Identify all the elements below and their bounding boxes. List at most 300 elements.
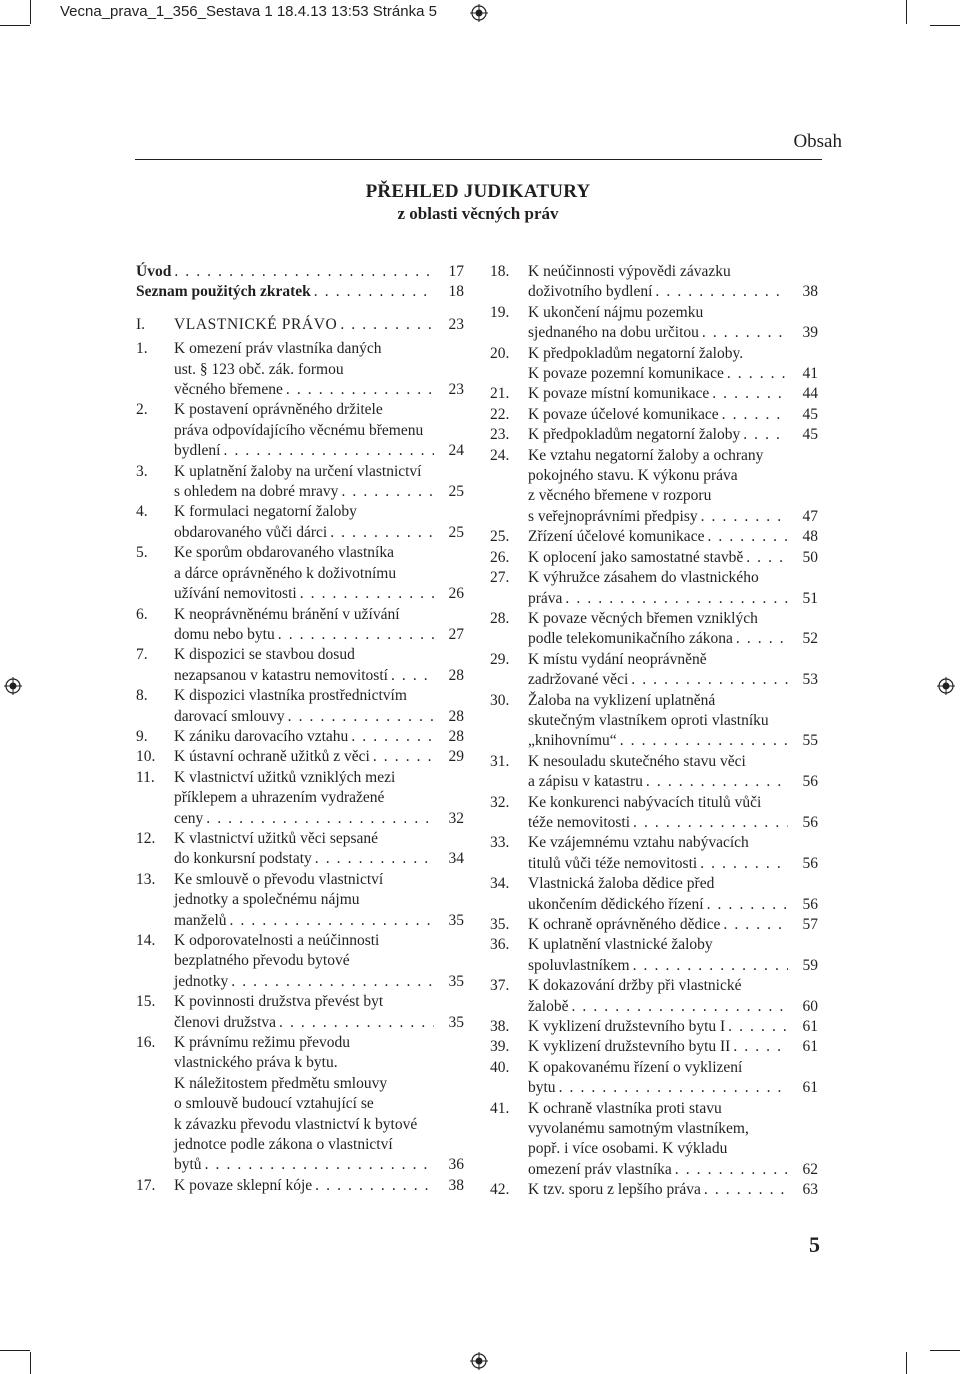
- toc-leader-dots: [221, 441, 435, 461]
- toc-entry-title-line: [528, 323, 818, 343]
- toc-entry: [490, 384, 818, 404]
- toc-entry-number: 39.: [490, 1038, 510, 1056]
- toc-entry-line: Ke konkurenci nabývacích titulů vůči: [528, 793, 762, 811]
- toc-leader-dots: [630, 956, 788, 976]
- toc-entry-title: užívání nemovitosti: [174, 585, 297, 603]
- toc-entry-number: 26.: [490, 548, 510, 566]
- toc-entry-line: jednotky a společnému nájmu: [174, 891, 360, 909]
- toc-page-number: 39: [802, 324, 818, 342]
- toc-entry-title-line: [174, 972, 464, 992]
- toc-entry-number: 40.: [490, 1058, 510, 1076]
- toc-entry-title: K vyklizení družstevního bytu II: [528, 1038, 731, 1056]
- toc-entry-number: 5.: [136, 544, 148, 562]
- toc-entry-number: 9.: [136, 727, 148, 745]
- toc-entry: [490, 548, 818, 568]
- toc-entry: [490, 833, 818, 874]
- toc-leader-dots: [297, 584, 434, 604]
- toc-leader-dots: [724, 364, 788, 384]
- toc-page-number: 28: [448, 707, 464, 725]
- toc-page-number: 59: [802, 956, 818, 974]
- toc-entry-title: K zániku darovacího vztahu: [174, 727, 349, 745]
- toc-entry-title: do konkursní podstaty: [174, 850, 312, 868]
- toc-entry-title-line: [174, 1013, 464, 1033]
- toc-entry-line: K právnímu režimu převodu: [174, 1034, 351, 1052]
- toc-entry: [490, 1099, 818, 1181]
- toc-entry-title-line: [528, 629, 818, 649]
- toc-entry-title: sjednaného na dobu určitou: [528, 324, 699, 342]
- toc-entry-title-line: [528, 915, 818, 935]
- toc-entry-line: popř. i více osobami. K výkladu: [528, 1140, 728, 1158]
- toc-entry-line: K dokazování držby při vlastnické: [528, 977, 742, 995]
- toc-page-number: 47: [802, 507, 818, 525]
- toc-leader-dots: [327, 523, 434, 543]
- toc-entry-number: 23.: [490, 426, 510, 444]
- toc-page-number: 41: [802, 365, 818, 383]
- toc-leader-dots: [704, 895, 788, 915]
- toc-leader-dots: [388, 666, 434, 686]
- toc-entry: [490, 1058, 818, 1099]
- toc-entry-title-line: [174, 315, 464, 335]
- toc-page-number: 28: [448, 727, 464, 745]
- toc-entry: [136, 870, 464, 931]
- toc-leader-dots: [202, 1155, 434, 1175]
- toc-entry: [490, 976, 818, 1017]
- toc-page-number: 36: [448, 1156, 464, 1174]
- toc-entry-title-line: [174, 666, 464, 686]
- toc-left-column: [136, 262, 464, 1196]
- toc-entry-number: 11.: [136, 768, 155, 786]
- toc-page-number: 56: [802, 854, 818, 872]
- crop-mark: [930, 1350, 960, 1351]
- toc-entry-title: doživotního bydlení: [528, 283, 653, 301]
- toc-entry-number: 10.: [136, 748, 156, 766]
- toc-entry: [490, 527, 818, 547]
- toc-entry-number: 12.: [136, 829, 156, 847]
- toc-entry: [136, 339, 464, 400]
- toc-entry-title-line: [136, 282, 464, 302]
- toc-entry: [136, 829, 464, 870]
- toc-entry: [136, 1176, 464, 1196]
- header-rule: [135, 159, 822, 160]
- toc-leader-dots: [228, 972, 434, 992]
- toc-leader-dots: [701, 1180, 788, 1200]
- toc-entry-title: zadržované věci: [528, 671, 629, 689]
- toc-entry-number: 38.: [490, 1018, 510, 1036]
- toc-entry-number: 27.: [490, 569, 510, 587]
- toc-entry-title: věcného břemene: [174, 381, 283, 399]
- toc-entry: [136, 315, 464, 335]
- toc-entry: [136, 727, 464, 747]
- toc-entry: [136, 282, 464, 302]
- toc-page-number: 35: [448, 1013, 464, 1031]
- toc-entry-line: Žaloba na vyklizení uplatněná: [528, 691, 716, 709]
- toc-entry-line: práva odpovídajícího věcnému břemenu: [174, 421, 424, 439]
- toc-entry-title-line: [528, 1078, 818, 1098]
- toc-page-number: 62: [802, 1160, 818, 1178]
- toc-entry: [136, 543, 464, 604]
- toc-leader-dots: [697, 854, 788, 874]
- toc-entry-title-line: [174, 1155, 464, 1175]
- toc-entry: [136, 747, 464, 767]
- toc-entry-number: I.: [136, 315, 146, 333]
- toc-entry-line: Ke sporům obdarovaného vlastníka: [174, 544, 394, 562]
- toc-entry-title-line: [528, 956, 818, 976]
- toc-leader-dots: [730, 1037, 788, 1057]
- toc-entry-number: 22.: [490, 405, 510, 423]
- toc-entry-line: K formulaci negatorní žaloby: [174, 503, 357, 521]
- toc-entry-title-line: [528, 282, 818, 302]
- toc-page-number: 61: [802, 1018, 818, 1036]
- toc-entry-number: 33.: [490, 834, 510, 852]
- crop-mark: [930, 25, 960, 26]
- toc-entry-number: 24.: [490, 446, 510, 464]
- toc-leader-dots: [337, 315, 434, 335]
- toc-entry-number: 19.: [490, 303, 510, 321]
- crop-mark: [30, 0, 31, 24]
- toc-entry-title: titulů vůči téže nemovitosti: [528, 854, 698, 872]
- toc-leader-dots: [652, 282, 788, 302]
- toc-entry-number: 21.: [490, 385, 510, 403]
- toc-entry-title-line: [174, 911, 464, 931]
- toc-leader-dots: [312, 849, 434, 869]
- toc-entry-title: manželů: [174, 911, 227, 929]
- toc-entry-number: 18.: [490, 263, 510, 280]
- toc-leader-dots: [562, 589, 788, 609]
- crop-mark: [906, 1352, 907, 1374]
- toc-page-number: 26: [448, 585, 464, 603]
- toc-entry-title-line: [528, 854, 818, 874]
- toc-entry-title: Zřízení účelové komunikace: [528, 528, 705, 546]
- toc-entry-line: K náležitostem předmětu smlouvy: [174, 1074, 388, 1092]
- toc-entry-number: 13.: [136, 870, 156, 888]
- toc-entry-line: Ke vzájemnému vztahu nabývacích: [528, 834, 749, 852]
- toc-entry: [490, 935, 818, 976]
- toc-leader-dots: [740, 425, 788, 445]
- toc-entry-title-line: [174, 1176, 464, 1196]
- toc-entry: [136, 1033, 464, 1176]
- toc-entry-title: „knihovnímu“: [528, 732, 617, 750]
- toc-entry-title-line: [174, 809, 464, 829]
- toc-entry-line: vyvolanému samotným vlastníkem,: [528, 1120, 749, 1138]
- toc-entry-line: K opakovanému řízení o vyklizení: [528, 1058, 743, 1076]
- toc-entry-title: K tzv. sporu z lepšího práva: [528, 1181, 701, 1199]
- toc-entry-title-line: [174, 849, 464, 869]
- toc-entry: [490, 650, 818, 691]
- toc-entry-title-line: [528, 548, 818, 568]
- toc-entry-number: 2.: [136, 401, 148, 419]
- toc-leader-dots: [276, 1013, 434, 1033]
- toc-page-number: 34: [448, 850, 464, 868]
- toc-entry-title: členovi družstva: [174, 1013, 277, 1031]
- toc-entry-line: K nesouladu skutečného stavu věci: [528, 752, 746, 770]
- toc-leader-dots: [617, 731, 788, 751]
- toc-entry-line: ust. § 123 obč. zák. formou: [174, 360, 344, 378]
- toc-entry-title-line: [528, 731, 818, 751]
- toc-entry-line: Ke smlouvě o převodu vlastnictví: [174, 870, 384, 888]
- toc-entry-title-line: [528, 589, 818, 609]
- toc-entry-title: K ochraně oprávněného dědice: [528, 916, 721, 933]
- toc-leader-dots: [285, 707, 434, 727]
- toc-entry-title-line: [528, 1037, 818, 1057]
- toc-entry-title: práva: [528, 589, 563, 607]
- toc-entry-line: K uplatnění vlastnické žaloby: [528, 936, 713, 954]
- toc-entry-number: 37.: [490, 977, 510, 995]
- toc-entry-title-line: [174, 523, 464, 543]
- toc-page-number: 56: [802, 813, 818, 831]
- toc-entry-number: 30.: [490, 691, 510, 709]
- toc-leader-dots: [643, 772, 788, 792]
- toc-entry-title-line: [528, 425, 818, 445]
- toc-entry-line: k závazku převodu vlastnictví k bytové: [174, 1115, 418, 1133]
- toc-entry-title-line: [528, 813, 818, 833]
- toc-entry-line: K ochraně vlastníka proti stavu: [528, 1099, 722, 1117]
- toc-entry-title-line: [528, 997, 818, 1017]
- toc-page-number: 55: [802, 732, 818, 750]
- toc-entry-title: s veřejnoprávními předpisy: [528, 507, 698, 525]
- toc-leader-dots: [283, 380, 434, 400]
- page-subtitle: z oblasti věcných práv: [397, 204, 559, 223]
- toc-entry: [136, 605, 464, 646]
- toc-entry-title: téže nemovitosti: [528, 813, 631, 831]
- toc-entry-line: K omezení práv vlastníka daných: [174, 340, 382, 358]
- toc-entry-title: ceny: [174, 809, 204, 827]
- toc-entry-line: K postavení oprávněného držitele: [174, 401, 383, 419]
- toc-page-number: 48: [802, 528, 818, 546]
- toc-entry-title-line: [174, 707, 464, 727]
- toc-entry-title: K povaze pozemní komunikace: [528, 365, 724, 383]
- toc-page-number: 23: [448, 315, 464, 333]
- toc-leader-dots: [227, 911, 434, 931]
- toc-entry: [136, 992, 464, 1033]
- toc-entry-line: K odporovatelnosti a neúčinnosti: [174, 932, 380, 949]
- toc-leader-dots: [743, 548, 788, 568]
- toc-page-number: 61: [802, 1079, 818, 1097]
- toc-leader-dots: [311, 282, 434, 302]
- toc-page-number: 38: [448, 1176, 464, 1194]
- toc-entry-line: K vlastnictví užitků věci sepsané: [174, 829, 379, 847]
- toc-page-number: 45: [802, 405, 818, 423]
- toc-entry-title: darovací smlouvy: [174, 707, 285, 725]
- toc-entry-title: obdarovaného vůči dárci: [174, 523, 328, 541]
- toc-entry: [136, 645, 464, 686]
- toc-page-number: 56: [802, 773, 818, 791]
- toc-entry-number: 16.: [136, 1034, 156, 1052]
- toc-entry-title: s ohledem na dobré mravy: [174, 483, 339, 501]
- toc-entry-title: K povaze účelové komunikace: [528, 405, 719, 423]
- toc-entry-title: a zápisu v katastru: [528, 773, 643, 791]
- toc-entry: [136, 502, 464, 543]
- toc-leader-dots: [628, 670, 788, 690]
- toc-entry-line: K ukončení nájmu pozemku: [528, 303, 704, 321]
- toc-page-number: 18: [448, 283, 464, 301]
- toc-entry-number: 4.: [136, 503, 148, 521]
- toc-leader-dots: [630, 813, 788, 833]
- toc-entry-number: 34.: [490, 875, 510, 893]
- toc-entry-line: K povinnosti družstva převést byt: [174, 993, 384, 1011]
- crop-mark: [906, 0, 907, 24]
- toc-page-number: 53: [802, 671, 818, 689]
- toc-entry-title: Seznam použitých zkratek: [136, 283, 311, 301]
- toc-entry-line: K uplatnění žaloby na určení vlastnictví: [174, 462, 422, 480]
- toc-entry-line: K místu vydání neoprávněně: [528, 650, 707, 668]
- toc-leader-dots: [370, 747, 434, 767]
- toc-leader-dots: [203, 809, 434, 829]
- toc-page-number: 25: [448, 483, 464, 501]
- toc-entry-number: 1.: [136, 340, 148, 358]
- toc-entry-number: 15.: [136, 993, 156, 1011]
- toc-entry-line: K neoprávněnému bránění v užívání: [174, 605, 400, 623]
- toc-page-number: 45: [802, 426, 818, 444]
- toc-leader-dots: [698, 507, 788, 527]
- toc-entry-line: K neúčinnosti výpovědi závazku: [528, 263, 731, 280]
- toc-entry: [136, 462, 464, 503]
- toc-entry-title-line: [528, 527, 818, 547]
- toc-entry-line: K výhružce zásahem do vlastnického: [528, 569, 759, 587]
- toc-entry-number: 32.: [490, 793, 510, 811]
- toc-page-number: 28: [448, 666, 464, 684]
- toc-page-number: 44: [802, 385, 818, 403]
- toc-entry-title-line: [528, 1017, 818, 1037]
- toc-entry-number: 41.: [490, 1099, 510, 1117]
- toc-entry-number: 36.: [490, 936, 510, 954]
- toc-entry-title-line: [174, 747, 464, 767]
- toc-page-number: 23: [448, 381, 464, 399]
- toc-entry-number: 29.: [490, 650, 510, 668]
- toc-entry-line: Ke vztahu negatorní žaloby a ochrany: [528, 446, 764, 464]
- print-slug: Vecna_prava_1_356_Sestava 1 18.4.13 13:53 Stránka 5: [60, 3, 437, 20]
- toc-entry-title-line: [528, 384, 818, 404]
- toc-page-number: 61: [802, 1038, 818, 1056]
- toc-entry-title: spoluvlastníkem: [528, 956, 630, 974]
- toc-entry-line: příklepem a uhrazením vydražené: [174, 789, 385, 807]
- toc-entry-title: K vyklizení družstevního bytu I: [528, 1018, 726, 1036]
- toc-entry-line: Vlastnická žaloba dědice před: [528, 875, 715, 893]
- toc-leader-dots: [733, 629, 788, 649]
- toc-entry-title: ukončením dědického řízení: [528, 895, 704, 913]
- toc-entry-number: 42.: [490, 1181, 510, 1199]
- toc-entry-line: skutečným vlastníkem oproti vlastníku: [528, 711, 769, 729]
- toc-page-number: 35: [448, 911, 464, 929]
- toc-page-number: 17: [448, 263, 464, 280]
- toc-entry-title: podle telekomunikačního zákona: [528, 630, 733, 648]
- toc-leader-dots: [338, 482, 434, 502]
- toc-leader-dots: [672, 1160, 788, 1180]
- toc-page-number: 63: [802, 1181, 818, 1199]
- toc-entry-line: K předpokladům negatorní žaloby.: [528, 344, 744, 362]
- toc-entry-line: vlastnického práva k bytu.: [174, 1054, 338, 1072]
- toc-entry: [490, 1037, 818, 1057]
- toc-page-number: 57: [802, 916, 818, 933]
- toc-leader-dots: [704, 527, 788, 547]
- toc-page-number: 32: [448, 809, 464, 827]
- toc-entry-title-line: [174, 584, 464, 604]
- toc-page-number: 29: [448, 748, 464, 766]
- toc-page-number: 27: [448, 625, 464, 643]
- toc-entry: [490, 425, 818, 445]
- toc-entry-title-line: [174, 380, 464, 400]
- registration-mark-left-icon: [4, 677, 22, 695]
- toc-entry-line: z věcného břemene v rozporu: [528, 487, 712, 505]
- toc-entry-title: K předpokladům negatorní žaloby: [528, 426, 741, 444]
- toc-entry: [490, 609, 818, 650]
- toc-entry-title: omezení práv vlastníka: [528, 1160, 672, 1178]
- toc-entry: [490, 691, 818, 752]
- toc-entry-title-line: [528, 405, 818, 425]
- toc-entry-title: K povaze sklepní kóje: [174, 1176, 313, 1194]
- toc-page-number: 51: [802, 589, 818, 607]
- toc-entry-title: K oplocení jako samostatné stavbě: [528, 548, 744, 566]
- toc-entry: [490, 915, 818, 935]
- toc-entry-number: 35.: [490, 916, 510, 933]
- toc-leader-dots: [725, 1017, 788, 1037]
- toc-entry: [490, 1017, 818, 1037]
- toc-entry: [490, 752, 818, 793]
- toc-entry: [490, 1180, 818, 1200]
- toc-entry-title-line: [528, 895, 818, 915]
- toc-entry: [136, 931, 464, 992]
- toc-leader-dots: [699, 323, 788, 343]
- toc-entry-title-line: [528, 1160, 818, 1180]
- toc-leader-dots: [709, 384, 788, 404]
- toc-page-number: 24: [448, 442, 464, 460]
- toc-right-column: [490, 262, 818, 1201]
- toc-entry: [136, 262, 464, 282]
- toc-page-number: 52: [802, 630, 818, 648]
- toc-entry-line: K vlastnictví užitků vzniklých mezi: [174, 768, 396, 786]
- toc-page-number: 35: [448, 972, 464, 990]
- toc-entry-title: K povaze místní komunikace: [528, 385, 710, 403]
- toc-entry: [136, 686, 464, 727]
- toc-entry-number: 8.: [136, 687, 148, 705]
- crop-mark: [0, 25, 30, 26]
- toc-entry-title-line: [528, 1180, 818, 1200]
- toc-entry: [490, 446, 818, 528]
- toc-entry-number: 6.: [136, 605, 148, 623]
- toc-entry-number: 3.: [136, 462, 148, 480]
- toc-entry-line: a dárce oprávněného k doživotnímu: [174, 564, 397, 582]
- toc-entry-line: K dispozici se stavbou dosud: [174, 646, 355, 664]
- toc-entry: [136, 400, 464, 461]
- toc-entry-line: bezplatného převodu bytové: [174, 952, 350, 970]
- toc-leader-dots: [312, 1176, 434, 1196]
- toc-entry-title: nezapsanou v katastru nemovitostí: [174, 666, 388, 684]
- toc-entry: [490, 405, 818, 425]
- registration-mark-bottom-icon: [470, 1352, 488, 1370]
- toc-entry-line: jednotce podle zákona o vlastnictví: [174, 1136, 393, 1154]
- toc-entry-title: bytu: [528, 1079, 556, 1097]
- toc-entry-line: pokojného stavu. K výkonu práva: [528, 467, 738, 485]
- toc-leader-dots: [171, 262, 434, 282]
- toc-entry: [136, 768, 464, 829]
- toc-entry-number: 17.: [136, 1176, 156, 1194]
- toc-page-number: 38: [802, 283, 818, 301]
- toc-entry-title-line: [528, 364, 818, 384]
- toc-entry-title: bydlení: [174, 442, 221, 460]
- page-number: 5: [809, 1232, 820, 1257]
- toc-entry-title: domu nebo bytu: [174, 625, 275, 643]
- toc-entry-number: 31.: [490, 752, 510, 770]
- toc-entry-title-line: [528, 772, 818, 792]
- toc-entry-title: bytů: [174, 1156, 202, 1174]
- toc-entry-title-line: [136, 262, 464, 282]
- toc-entry: [490, 344, 818, 385]
- toc-entry-title: jednotky: [174, 972, 229, 990]
- running-header: Obsah: [793, 131, 842, 152]
- toc-entry: [490, 568, 818, 609]
- toc-leader-dots: [720, 915, 788, 935]
- toc-entry: [490, 262, 818, 303]
- registration-mark-right-icon: [937, 677, 955, 695]
